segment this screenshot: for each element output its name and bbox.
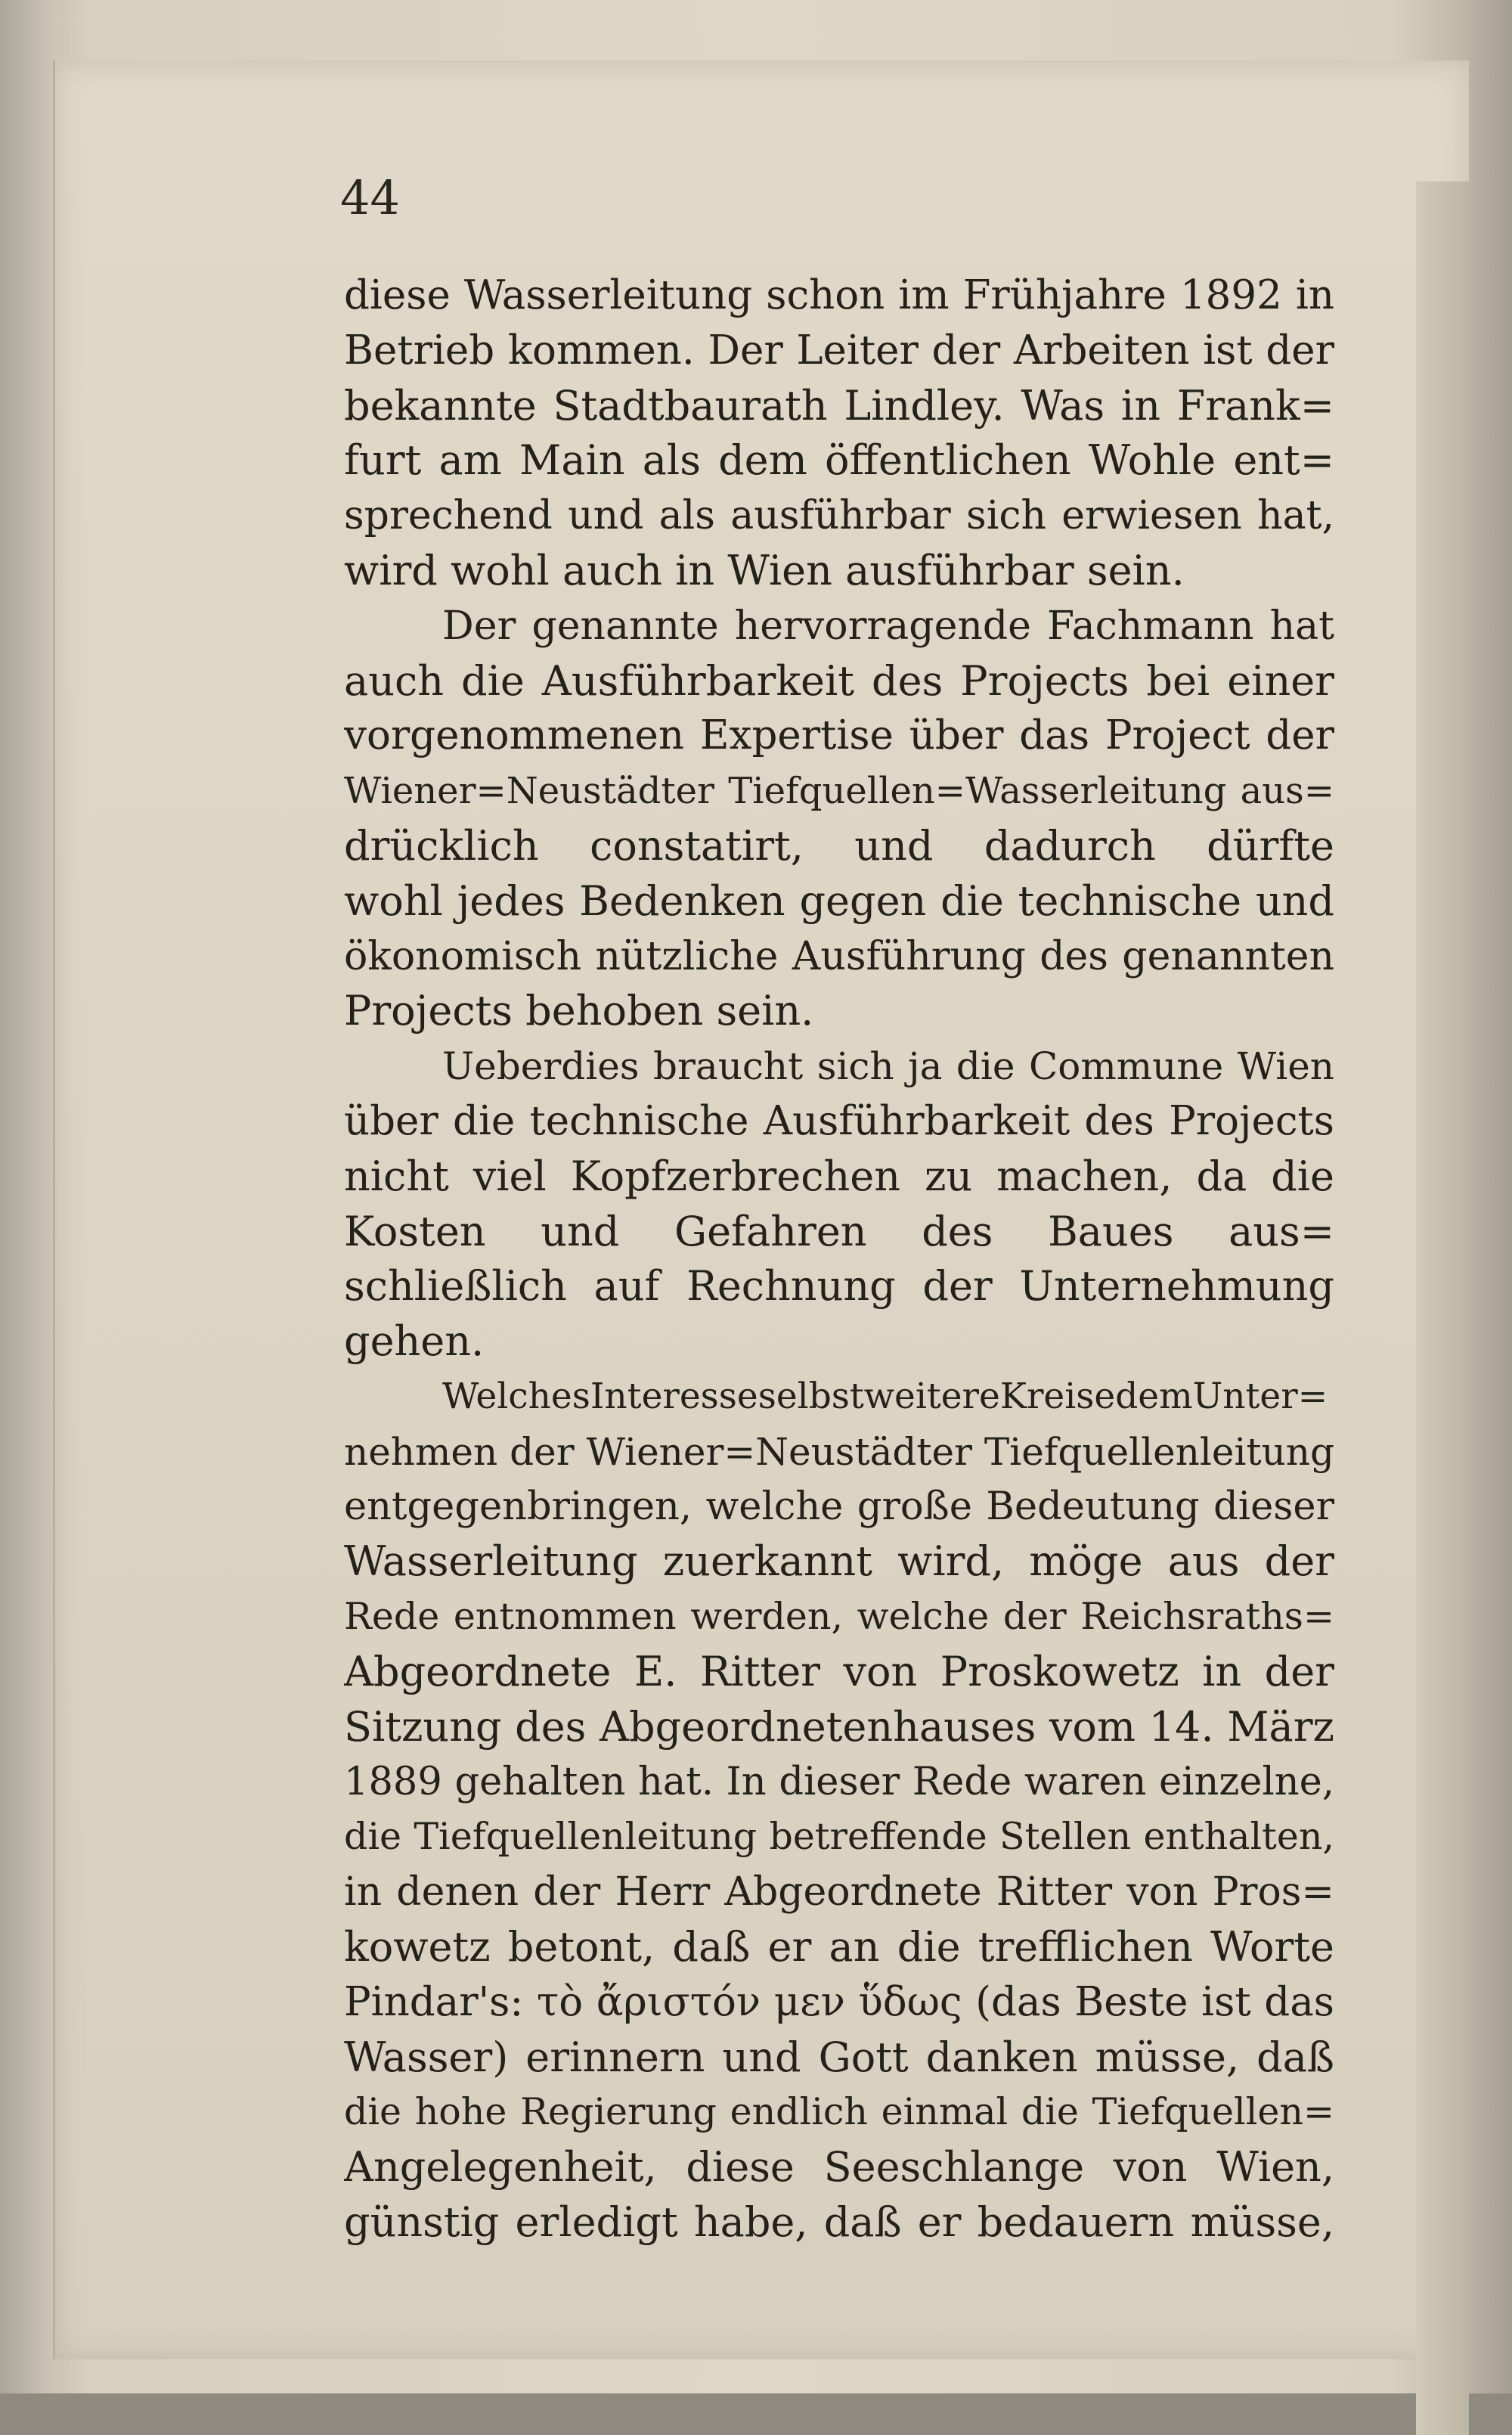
text-line: Angelegenheit, diese Seeschlange von Wien, [344, 2143, 1334, 2192]
text-line: Ueberdies braucht sich ja die Commune Wien [442, 1044, 1334, 1089]
text-line: vorgenommenen Expertise über das Project der [344, 712, 1334, 759]
text-line: Wasserleitung zuerkannt wird, möge aus der [344, 1537, 1334, 1586]
text-line: Rede entnommen werden, welche der Reichsraths= [344, 1595, 1334, 1639]
text-line: wird wohl auch in Wien ausführbar sein. [344, 546, 1185, 594]
text-line: Wasser) erinnern und Gott danken müsse, daß [344, 2033, 1334, 2081]
text-line: Wiener=Neustädter Tiefquellen=Wasserleitung aus= [344, 770, 1334, 813]
text-line: nehmen der Wiener=Neustädter Tiefquellenleitung [344, 1429, 1334, 1474]
text-line: ökonomisch nützliche Ausführung des genannten [344, 933, 1334, 979]
text-line: drücklich constatirt, und dadurch dürfte [344, 821, 1334, 870]
text-line: Abgeordnete E. Ritter von Proskowetz in der [344, 1647, 1334, 1695]
text-line: kowetz betont, daß er an die trefflichen Worte [344, 1922, 1334, 1971]
text-line: wohl jedes Bedenken gegen die technische und [344, 876, 1334, 925]
page-number: 44 [340, 170, 400, 225]
body-text [344, 268, 1334, 2250]
text-line: über die technische Ausführbarkeit des Projects [344, 1097, 1334, 1144]
text-line: furt am Main als dem öffentlichen Wohle ent= [344, 436, 1334, 485]
text-line: Der genannte hervorragende Fachmann hat [442, 603, 1334, 649]
text-line: Pindar's: τὸ ἄριστόν μεν ὕδως (das Beste ist das [344, 1978, 1334, 2025]
text-line: 1889 gehalten hat. In dieser Rede waren einzelne, [344, 1759, 1334, 1804]
text-line: diese Wasserleitung schon im Frühjahre 1892 in [344, 272, 1334, 318]
text-line: Betrieb kommen. Der Leiter der Arbeiten ist der [344, 327, 1334, 374]
text-line: die Tiefquellenleitung betreffende Stellen enthalten, [344, 1815, 1334, 1859]
text-line: WelchesInteresseselbstweitereKreisedemUnter= [442, 1375, 1328, 1417]
text-line: Kosten und Gefahren des Baues aus= [344, 1207, 1334, 1255]
text-line: nicht viel Kopfzerbrechen zu machen, da die [344, 1152, 1334, 1200]
text-line: die hohe Regierung endlich einmal die Tiefquellen= [344, 2090, 1334, 2134]
text-line: bekannte Stadtbaurath Lindley. Was in Frank= [344, 381, 1334, 430]
text-line: Projects behoben sein. [344, 987, 814, 1035]
page-edge [1416, 181, 1469, 2435]
text-line: sprechend und als ausführbar sich erwiesen hat, [344, 493, 1334, 539]
text-line: günstig erledigt habe, daß er bedauern müsse, [344, 2198, 1334, 2246]
text-line: auch die Ausführbarkeit des Projects bei einer [344, 656, 1334, 705]
text-line: entgegenbringen, welche große Bedeutung dieser [344, 1484, 1334, 1529]
text-line: Sitzung des Abgeordnetenhauses vom 14. März [344, 1702, 1334, 1751]
text-line: gehen. [344, 1317, 485, 1366]
text-line: schließlich auf Rechnung der Unternehmung [344, 1262, 1334, 1311]
text-line: in denen der Herr Abgeordnete Ritter von Pros= [344, 1869, 1334, 1915]
